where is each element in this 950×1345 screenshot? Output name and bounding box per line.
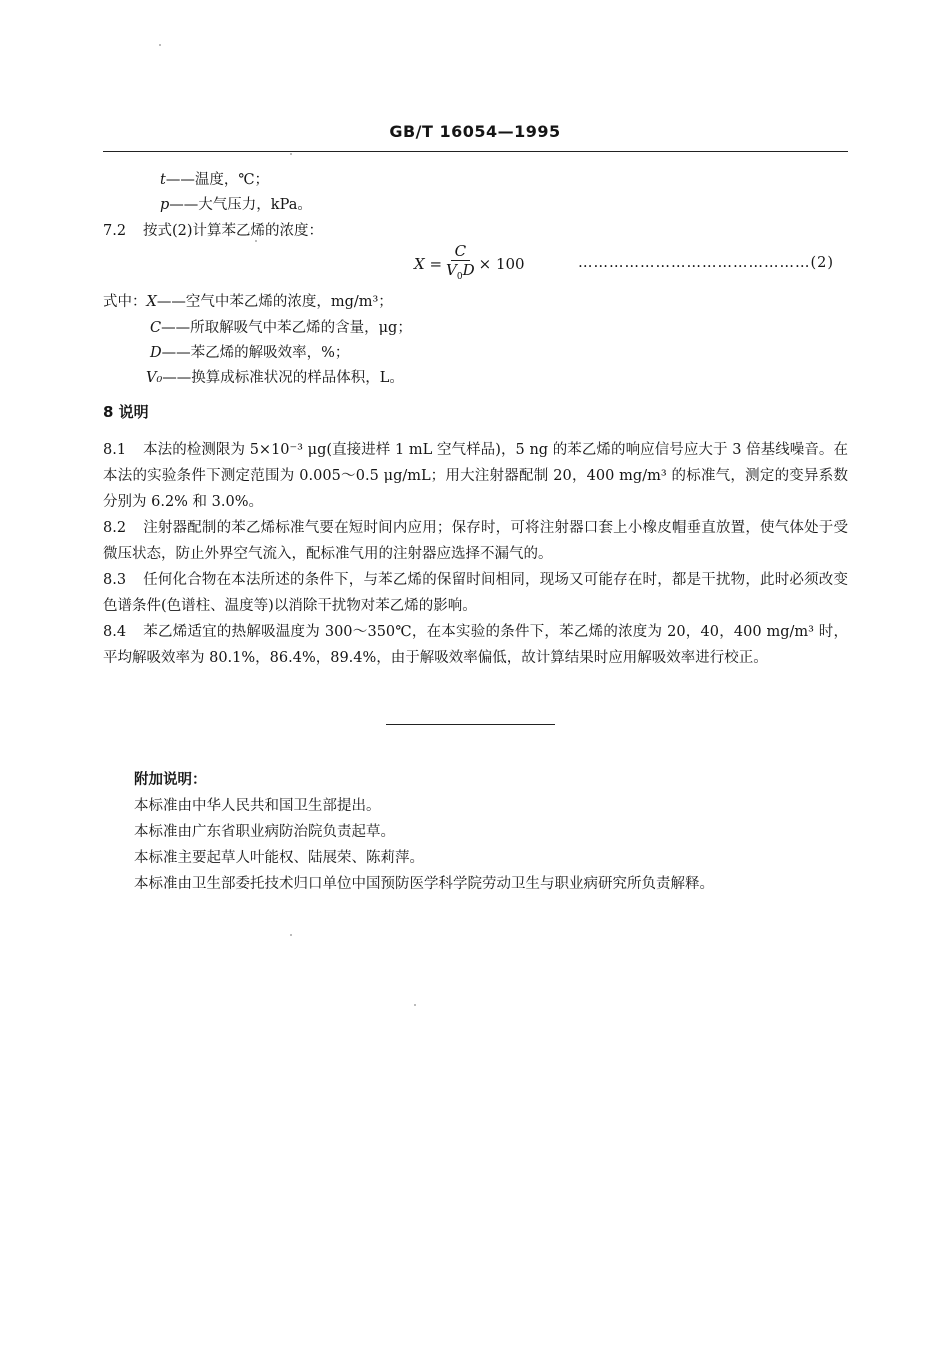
formula-def-x	[103, 290, 393, 311]
paragraph-number: 8.4	[103, 624, 127, 640]
section-text: 按式(2)计算苯乙烯的浓度：	[143, 223, 324, 239]
paragraph-number: 8.2	[103, 520, 127, 536]
def-symbol: X	[146, 294, 157, 310]
section-number: 7.2	[103, 223, 127, 239]
paragraph-8-1	[103, 437, 848, 515]
additional-note-line: 本标准由广东省职业病防治院负责起草。	[134, 824, 395, 840]
def-symbol: t	[160, 172, 166, 188]
paragraph-8-3	[103, 567, 848, 619]
scan-speck	[290, 153, 292, 155]
standard-code-header: GB/T 16054—1995	[389, 122, 561, 141]
paragraph-number: 8.3	[103, 572, 127, 588]
paragraph-8-2	[103, 515, 848, 567]
def-text: ——大气压力，kPa。	[169, 197, 312, 213]
scan-speck	[255, 240, 257, 242]
formula-2	[414, 244, 525, 284]
def-pressure	[160, 193, 312, 214]
paragraph-text: 本法的检测限为 5×10⁻³ μg(直接进样 1 mL 空气样品)，5 ng 的苯乙烯的响应信号应大于 3 倍基线噪音。在本法的实验条件下测定范围为 0.005～0.5 μg/mL；用大注射器配制 20，400 mg/m³ 的标准气，测定的变异系数分别为 6.2% 和 3.0%。	[103, 442, 848, 510]
def-text: ——换算成标准状况的样品体积，L。	[162, 370, 404, 386]
formula-lhs: X =	[414, 255, 443, 273]
equation-leader: ………………………………………	[578, 255, 811, 271]
denominator-v: V	[446, 261, 457, 279]
def-symbol: p	[160, 197, 170, 213]
additional-note-line: 本标准主要起草人叶能权、陆展荣、陈莉萍。	[134, 850, 424, 866]
def-symbol: V₀	[146, 370, 163, 386]
formula-multiplier: × 100	[478, 255, 525, 273]
formula-def-c	[150, 316, 412, 337]
denominator-d: D	[462, 261, 475, 279]
def-temperature	[160, 168, 269, 189]
section-divider	[386, 724, 555, 725]
formula-def-d	[150, 341, 349, 362]
def-text: ——苯乙烯的解吸效率，%；	[161, 345, 350, 361]
section-8-title: 8 说明	[103, 403, 149, 421]
formula-fraction	[446, 243, 475, 285]
additional-note-line: 本标准由卫生部委托技术归口单位中国预防医学科学院劳动卫生与职业病研究所负责解释。	[134, 876, 714, 892]
equation-number-line	[578, 255, 834, 271]
paragraph-number: 8.1	[103, 442, 127, 458]
formula-def-prefix: 式中：	[103, 294, 147, 310]
formula-denominator	[446, 261, 475, 285]
formula-def-v0	[146, 366, 404, 387]
paragraph-text: 任何化合物在本法所述的条件下，与苯乙烯的保留时间相同，现场又可能存在时，都是干扰物，此时必须改变色谱条件(色谱柱、温度等)以消除干扰物对苯乙烯的影响。	[103, 572, 848, 614]
additional-note-line: 本标准由中华人民共和国卫生部提出。	[134, 798, 381, 814]
scan-speck	[290, 934, 292, 936]
def-symbol: D	[150, 345, 162, 361]
equation-number: (2)	[810, 255, 835, 271]
paragraph-text: 苯乙烯适宜的热解吸温度为 300～350℃，在本实验的条件下，苯乙烯的浓度为 20，40，400 mg/m³ 时，平均解吸效率为 80.1%，86.4%，89.4%，由于解吸效率偏低，故计算结果时应用解吸效率进行校正。	[103, 624, 848, 666]
scan-speck	[159, 44, 161, 46]
scan-speck	[414, 1004, 416, 1006]
paragraph-text: 注射器配制的苯乙烯标准气要在短时间内应用；保存时，可将注射器口套上小橡皮帽垂直放置，使气体处于受微压状态，防止外界空气流入，配标准气用的注射器应选择不漏气的。	[103, 520, 848, 562]
header-rule	[103, 151, 848, 152]
formula-numerator: C	[451, 243, 470, 261]
def-symbol: C	[150, 320, 162, 336]
def-text: ——温度，℃；	[165, 172, 270, 188]
section-7-2	[103, 219, 323, 240]
additional-notes-title: 附加说明：	[134, 772, 207, 788]
def-text: ——空气中苯乙烯的浓度，mg/m³；	[156, 294, 393, 310]
paragraph-8-4	[103, 619, 848, 671]
def-text: ——所取解吸气中苯乙烯的含量，μg；	[161, 320, 412, 336]
denominator-sub: 0	[456, 272, 463, 282]
